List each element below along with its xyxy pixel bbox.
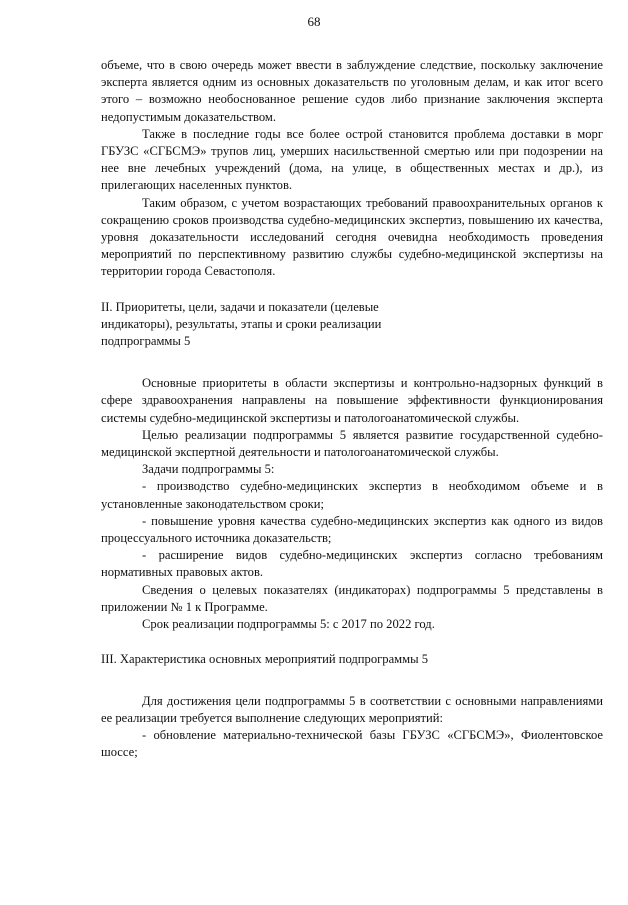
paragraph-timeframe: Срок реализации подпрограммы 5: с 2017 по 2022 год. [142, 617, 435, 632]
section-3-heading-line: III. Характеристика основных мероприятий подпрограммы 5 [101, 652, 429, 667]
paragraph-morgue-delivery: Также в последние годы все более острой становится проблема доставки в морг ГБУЗС «СГБСМЭ» трупов лиц, умерших насильственной смертью или при подозрении на нее вне лечебных учреждений (дома, на улице, в общественных местах и др.), из прилегающих населенных пунктов. [101, 126, 603, 193]
document-body [101, 57, 603, 761]
paragraph-goal: Целью реализации подпрограммы 5 является развитие государственной судебно-медицинской экспертной деятельности и патологоанатомической службы. [101, 427, 603, 460]
list-item-measure-1: - обновление материально-технической базы ГБУЗС «СГБСМЭ», Фиолентовское шоссе; [101, 727, 603, 760]
section-2-heading-line-1: II. Приоритеты, цели, задачи и показатели (целевые [101, 299, 379, 314]
list-item-task-1: - производство судебно-медицинских экспертиз в необходимом объеме и в установленные законодательством сроки; [101, 479, 603, 511]
section-3-heading [101, 651, 603, 668]
paragraph-priorities: Основные приоритеты в области экспертизы и контрольно-надзорных функций в сфере здравоохранения направлены на повышение эффективности функционирования системы судебно-медицинской экспертизы и патологоанатомической службы. [101, 376, 603, 425]
paragraph-indicators: Сведения о целевых показателях (индикаторах) подпрограммы 5 представлены в приложении № 1 к Программе. [101, 582, 603, 614]
page-number: 68 [307, 14, 321, 29]
paragraph-measures-intro: Для достижения цели подпрограммы 5 в соответствии с основными направлениями ее реализации требуется выполнение следующих мероприятий: [101, 693, 603, 725]
list-item-task-2: - повышение уровня качества судебно-медицинских экспертиз как одного из видов процессуального источника доказательств; [101, 513, 603, 546]
section-2-heading [101, 299, 603, 351]
section-2-heading-line-3: подпрограммы 5 [101, 334, 191, 349]
section-2-heading-line-2: индикаторы), результаты, этапы и сроки реализации [101, 316, 382, 331]
list-item-task-3: - расширение видов судебно-медицинских экспертиз согласно требованиям нормативных правовых актов. [101, 548, 603, 580]
paragraph-conclusion: Таким образом, с учетом возрастающих требований правоохранительных органов к сокращению сроков производства судебно-медицинских экспертиз, повышению их качества, уровня доказательности исследований сегодня очевидна необходимость проведения мероприятий по перспективному развитию службы судебно-медицинской экспертизы на территории города Севастополя. [101, 195, 603, 279]
paragraph-tasks-title: Задачи подпрограммы 5: [142, 462, 275, 477]
paragraph-intro-continuation: объеме, что в свою очередь может ввести в заблуждение следствие, поскольку заключение эксперта является одним из основных доказательств по уголовным делам, и как итог всего этого – возможно необоснованное решение судов либо признание заключения эксперта недопустимым доказательством. [101, 58, 603, 124]
